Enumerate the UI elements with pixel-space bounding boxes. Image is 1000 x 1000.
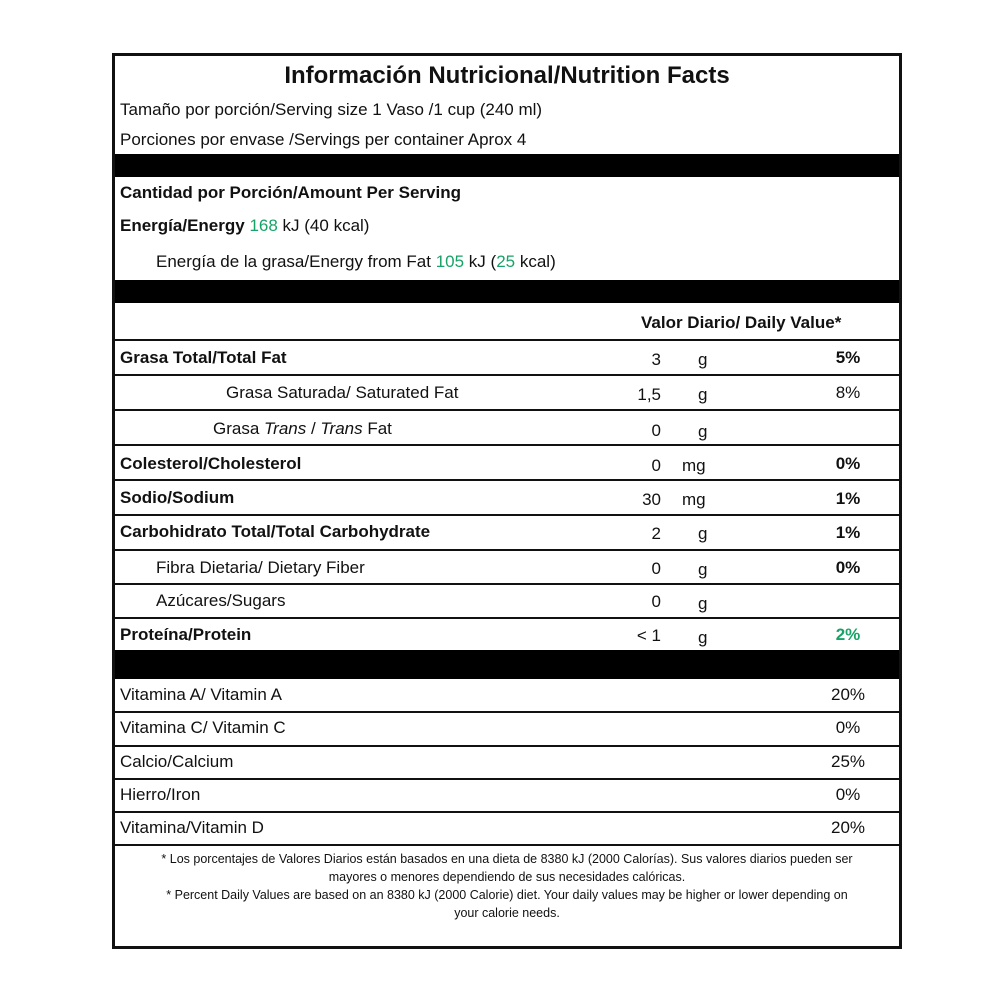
nutrient-dv: 0% <box>835 558 861 577</box>
nutrient-label-dietary-fiber: Fibra Dietaria/ Dietary Fiber <box>156 558 365 577</box>
nutrient-label-cholesterol: Colesterol/Cholesterol <box>120 454 302 473</box>
servings-per-container: Porciones por envase /Servings per container Aprox 4 <box>120 130 527 149</box>
nutrient-amount: 0 <box>651 592 661 611</box>
vitamin-dv: 0% <box>835 718 861 737</box>
vitamin-label-a: Vitamina A/ Vitamin A <box>120 685 282 704</box>
trans-fat-part: / <box>306 419 321 438</box>
energy-from-fat-end: kcal) <box>515 252 556 271</box>
row-divider <box>115 617 899 619</box>
trans-fat-part: Fat <box>362 419 392 438</box>
energy-kj-value: 168 <box>249 216 278 235</box>
nutrient-unit: mg <box>682 490 706 509</box>
energy-from-fat-mid: kJ ( <box>464 252 497 271</box>
row-divider <box>115 409 899 411</box>
thick-divider-3 <box>115 650 899 679</box>
nutrient-label-carbohydrate: Carbohidrato Total/Total Carbohydrate <box>120 522 431 541</box>
footnote-es-2: mayores o menores dependiendo de sus necesidades calóricas. <box>328 870 686 884</box>
footnote-en-1: * Percent Daily Values are based on an 8380 kJ (2000 Calorie) diet. Your daily values may be higher or lower depending on <box>166 888 848 902</box>
label-title: Información Nutricional/Nutrition Facts <box>284 62 730 89</box>
amount-per-serving: Cantidad por Porción/Amount Per Serving <box>120 183 461 202</box>
nutrient-amount: 30 <box>642 490 661 509</box>
nutrient-label-saturated-fat: Grasa Saturada/ Saturated Fat <box>226 383 459 402</box>
footnote-en-2: your calorie needs. <box>454 906 560 920</box>
thick-divider-2 <box>115 280 899 303</box>
nutrient-dv: 1% <box>835 523 861 542</box>
vitamin-dv: 20% <box>830 818 866 837</box>
row-divider <box>115 374 899 376</box>
nutrient-label-sodium: Sodio/Sodium <box>120 488 235 507</box>
energy-from-fat-kcal: 25 <box>496 252 516 271</box>
energy-from-fat-kj: 105 <box>435 252 465 271</box>
row-divider <box>115 514 899 516</box>
footnote-es-1: * Los porcentajes de Valores Diarios están basados en una dieta de 8380 kJ (2000 Calorías). Sus valores diarios pueden ser <box>161 852 853 866</box>
nutrient-amount: 1,5 <box>637 385 661 404</box>
row-divider <box>115 479 899 481</box>
nutrient-amount: 0 <box>651 559 661 578</box>
energy-label: Energía/Energy <box>120 216 245 235</box>
row-divider <box>115 778 899 780</box>
vitamin-label-calcium: Calcio/Calcium <box>120 752 234 771</box>
nutrient-unit: g <box>698 385 708 404</box>
row-divider <box>115 549 899 551</box>
energy-kj-unit: kJ (40 kcal) <box>277 216 370 235</box>
nutrient-amount: 3 <box>651 350 661 369</box>
nutrient-dv: 0% <box>835 454 861 473</box>
nutrient-dv: 2% <box>835 625 861 644</box>
nutrient-unit: g <box>698 560 708 579</box>
serving-size: Tamaño por porción/Serving size 1 Vaso /1 cup (240 ml) <box>120 100 543 119</box>
energy-from-fat-row <box>156 252 556 272</box>
nutrient-unit: g <box>698 422 708 441</box>
nutrient-unit: g <box>698 628 708 647</box>
vitamin-dv: 20% <box>830 685 866 704</box>
nutrient-label-trans-fat <box>213 419 392 439</box>
energy-row <box>120 216 369 236</box>
nutrient-amount: 0 <box>651 421 661 440</box>
energy-from-fat-label: Energía de la grasa/Energy from Fat <box>156 252 436 271</box>
nutrient-unit: g <box>698 524 708 543</box>
daily-value-header: Valor Diario/ Daily Value* <box>641 313 842 332</box>
footnote-divider <box>115 844 899 846</box>
nutrient-unit: mg <box>682 456 706 475</box>
nutrition-facts-panel <box>112 53 902 949</box>
nutrient-label-sugars: Azúcares/Sugars <box>156 591 286 610</box>
vitamin-dv: 0% <box>835 785 861 804</box>
row-divider <box>115 811 899 813</box>
nutrient-dv: 8% <box>835 383 861 402</box>
trans-fat-part: Grasa <box>213 419 265 438</box>
vitamin-dv: 25% <box>830 752 866 771</box>
vitamin-label-d: Vitamina/Vitamin D <box>120 818 264 837</box>
vitamin-label-iron: Hierro/Iron <box>120 785 201 804</box>
nutrient-unit: g <box>698 350 708 369</box>
trans-fat-italic: Trans <box>320 419 363 438</box>
nutrient-amount: 2 <box>651 524 661 543</box>
nutrient-unit: g <box>698 594 708 613</box>
vitamin-label-c: Vitamina C/ Vitamin C <box>120 718 286 737</box>
nutrient-amount: < 1 <box>636 626 661 645</box>
row-divider <box>115 444 899 446</box>
row-divider <box>115 583 899 585</box>
trans-fat-italic: Trans <box>264 419 307 438</box>
row-divider <box>115 339 899 341</box>
row-divider <box>115 745 899 747</box>
row-divider <box>115 711 899 713</box>
nutrient-dv: 1% <box>835 489 861 508</box>
nutrient-label-protein: Proteína/Protein <box>120 625 252 644</box>
nutrient-dv: 5% <box>835 348 861 367</box>
nutrient-amount: 0 <box>651 456 661 475</box>
nutrient-label-total-fat: Grasa Total/Total Fat <box>120 348 287 367</box>
thick-divider-1 <box>115 154 899 177</box>
